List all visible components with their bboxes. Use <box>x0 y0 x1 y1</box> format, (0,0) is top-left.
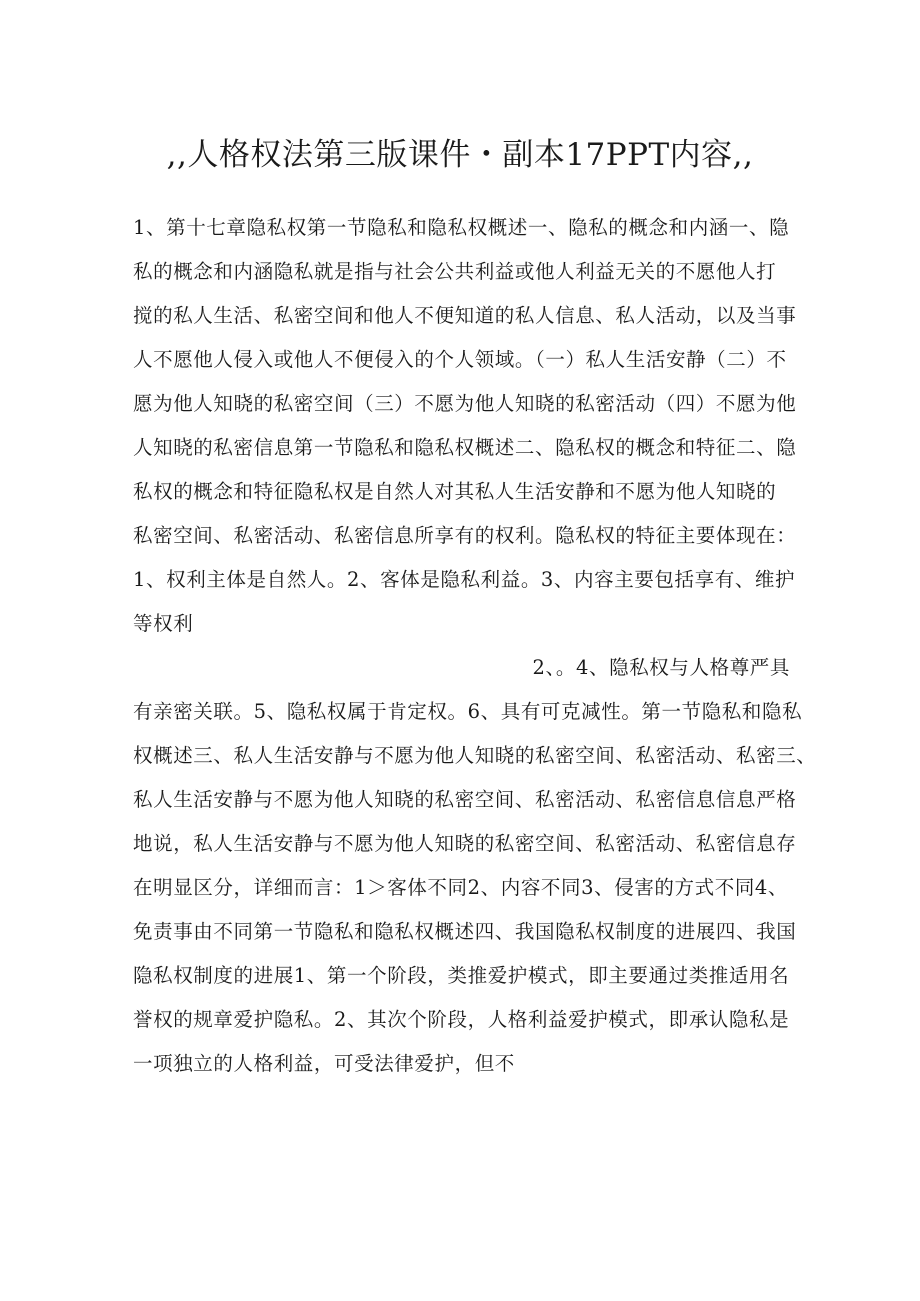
body-line: 有亲密关联。5、隐私权属于肯定权。6、具有可克减性。第一节隐私和隐私 <box>133 700 803 723</box>
body-line: 私的概念和内涵隐私就是指与社会公共利益或他人利益无关的不愿他人打 <box>133 260 777 283</box>
body-line: 在明显区分，详细而言：1＞客体不同2、内容不同3、侵害的方式不同4、 <box>133 876 789 899</box>
body-line: 隐私权制度的进展1、第一个阶段，类推爱护模式，即主要通过类推适用名 <box>133 964 790 987</box>
body-line: 私人生活安静与不愿为他人知晓的私密空间、私密活动、私密信息信息严格 <box>133 788 797 811</box>
body-line: 私权的概念和特征隐私权是自然人对其私人生活安静和不愿为他人知晓的 <box>133 480 777 503</box>
body-line: 权概述三、私人生活安静与不愿为他人知晓的私密空间、私密活动、私密三、 <box>133 744 817 767</box>
body-line: 人知晓的私密信息第一节隐私和隐私权概述二、隐私权的概念和特征二、隐 <box>133 436 797 459</box>
body-line: 誉权的规章爱护隐私。2、其次个阶段，人格利益爱护模式，即承认隐私是 <box>133 1008 790 1031</box>
body-line: 人不愿他人侵入或他人不便侵入的个人领域。（一）私人生活安静（二）不 <box>133 348 787 371</box>
body-line: 愿为他人知晓的私密空间（三）不愿为他人知晓的私密活动（四）不愿为他 <box>133 392 797 415</box>
body-line: 地说，私人生活安静与不愿为他人知晓的私密空间、私密活动、私密信息存 <box>133 832 797 855</box>
body-line: 1、第十七章隐私权第一节隐私和隐私权概述一、隐私的概念和内涵一、隐 <box>133 216 790 239</box>
body-line: 1、权利主体是自然人。2、客体是隐私利益。3、内容主要包括享有、维护 <box>133 568 796 591</box>
page-title: ,,人格权法第三版课件・副本17PPT内容,, <box>166 137 754 173</box>
body-line: 一项独立的人格利益，可受法律爱护，但不 <box>133 1052 515 1075</box>
body-line-right: 2、。4、隐私权与人格尊严具 <box>532 656 790 679</box>
body-line: 等权利 <box>133 612 194 635</box>
body-line: 搅的私人生活、私密空间和他人不便知道的私人信息、私人活动，以及当事 <box>133 304 797 327</box>
body-line: 免责事由不同第一节隐私和隐私权概述四、我国隐私权制度的进展四、我国 <box>133 920 797 943</box>
body-line: 私密空间、私密活动、私密信息所享有的权利。隐私权的特征主要体现在： <box>133 524 797 547</box>
